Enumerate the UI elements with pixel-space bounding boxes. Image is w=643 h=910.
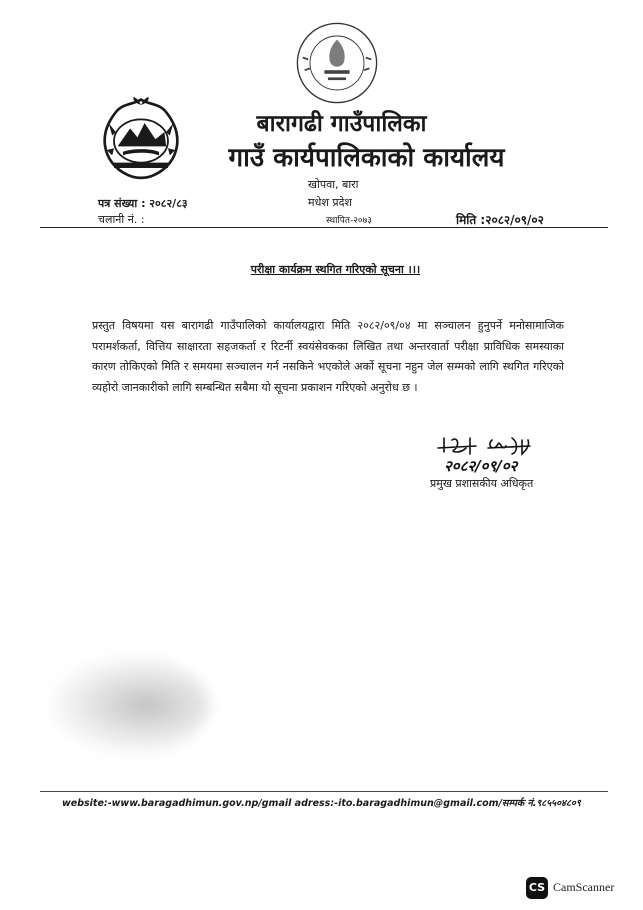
letter-date: मिति :२०८२/०९/०२ [456,213,544,227]
established-year: स्थापित-२०७३ [326,216,372,226]
header-divider [40,227,608,228]
officer-designation: प्रमुख प्रशासकीय अधिकृत [430,477,534,490]
address-line1: खोपवा, बारा [308,178,359,191]
municipality-name: बारागढी गाउँपालिका [256,111,427,137]
office-stamp-icon [292,18,382,108]
footer-divider [40,791,608,792]
reference-number: पत्र संख्या : २०८२/८३ [98,197,188,210]
camscanner-logo-icon: CS [526,877,548,899]
notice-body: प्रस्तुत विषयमा यस बारागढी गाउँपालिको कार्यालयद्वारा मिति २०८२/०९/०४ मा सञ्चालन हुनुपर्ने मनोसामाजिक परामर्शकर्ता, वित्तिय साक्षारता सहजकर्ता र रिटर्नी स्वयंसेवकका लिखित तथा अन्तरवार्ता परीक्षा प्राविधिक समस्याका कारण तोकिएको मिति र समयमा सञ्चालन गर्न नसकिने भएकोले अर्को सूचना नहुन जेल सम्मको लागि स्थगित गरिएको व्यहोरो जानकारीको लागि सम्बन्धित सबैमा यो सूचना प्रकाशन गरिएको अनुरोध छ । [92,319,564,394]
office-name: गाउँ कार्यपालिकाको कार्यालय [228,143,505,173]
handwritten-signature [430,432,560,477]
address-line2: मधेश प्रदेश [308,196,352,209]
footer-contact: website:-www.baragadhimun.gov.np/gmail adress:-ito.baragadhimun@gmail.com/सम्पर्क नं.९८५५०४८०९ [62,798,581,809]
notice-subject: परीक्षा कार्यक्रम स्थगित गरिएको सूचना ।।। [250,263,421,276]
scan-smudge [50,655,210,755]
camscanner-watermark: CamScanner [553,880,615,894]
dispatch-number: चलानी नं. : [98,213,145,226]
signature-date: २०८२/०९/०२ [444,457,518,475]
